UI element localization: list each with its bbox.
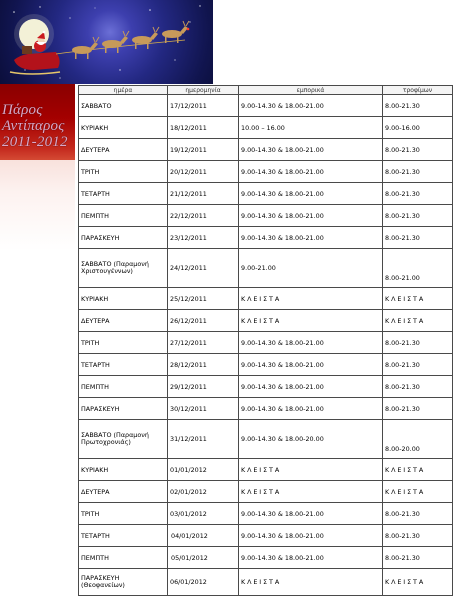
cell-food-hours: ΚΛΕΙΣΤΑ xyxy=(383,288,453,310)
table-row xyxy=(79,183,453,205)
table-row xyxy=(79,288,453,310)
cell-commercial-hours: ΚΛΕΙΣΤΑ xyxy=(239,459,383,481)
cell-food-hours: 8.00-21.30 xyxy=(383,398,453,420)
cell-date: 03/01/2012 xyxy=(168,503,239,525)
cell-date: 04/01/2012 xyxy=(168,525,239,547)
cell-commercial-hours: 9.00-14.30 & 18.00-21.00 xyxy=(239,183,383,205)
santa-sleigh-icon xyxy=(0,0,213,84)
cell-food-hours: 8.00-21.30 xyxy=(383,547,453,569)
table-row xyxy=(79,569,453,596)
cell-day: ΤΕΤΑΡΤΗ xyxy=(79,354,168,376)
title-line-2: Αντίπαρος xyxy=(2,118,65,134)
page-title xyxy=(2,102,75,150)
reindeer-icon xyxy=(72,21,189,59)
table-row xyxy=(79,481,453,503)
table-row xyxy=(79,139,453,161)
table-row xyxy=(79,420,453,459)
cell-commercial-hours: 9.00-14.30 & 18.00-21.00 xyxy=(239,354,383,376)
cell-day: ΚΥΡΙΑΚΗ xyxy=(79,117,168,139)
cell-day: ΠΑΡΑΣΚΕΥΗ xyxy=(79,227,168,249)
cell-commercial-hours: 9.00-14.30 & 18.00-21.00 xyxy=(239,161,383,183)
cell-commercial-hours: 9.00-14.30 & 18.00-21.00 xyxy=(239,332,383,354)
cell-date: 05/01/2012 xyxy=(168,547,239,569)
column-header-food: τροφίμων xyxy=(383,86,453,95)
table-row xyxy=(79,459,453,481)
decorative-fade xyxy=(0,160,75,290)
cell-date: 23/12/2011 xyxy=(168,227,239,249)
cell-day: ΔΕΥΤΕΡΑ xyxy=(79,139,168,161)
table-row xyxy=(79,547,453,569)
cell-commercial-hours: 9.00-14.30 & 18.00-21.00 xyxy=(239,525,383,547)
cell-day: ΣΑΒΒΑΤΟ (Παραμονή Χριστουγέννων) xyxy=(79,249,168,288)
table-header-row xyxy=(79,86,453,95)
cell-food-hours: 8.00-21.30 xyxy=(383,95,453,117)
title-line-3: 2011-2012 xyxy=(2,134,68,150)
cell-day: ΤΡΙΤΗ xyxy=(79,161,168,183)
cell-day: ΣΑΒΒΑΤΟ xyxy=(79,95,168,117)
table-row xyxy=(79,525,453,547)
cell-commercial-hours: ΚΛΕΙΣΤΑ xyxy=(239,569,383,596)
cell-day: ΣΑΒΒΑΤΟ (Παραμονή Πρωτοχρονιάς) xyxy=(79,420,168,459)
cell-day: ΠΕΜΠΤΗ xyxy=(79,205,168,227)
cell-date: 01/01/2012 xyxy=(168,459,239,481)
column-header-day: ημέρα xyxy=(79,86,168,95)
cell-food-hours: 8.00-21.30 xyxy=(383,376,453,398)
cell-food-hours: 8.00-21.30 xyxy=(383,205,453,227)
table-row xyxy=(79,205,453,227)
cell-commercial-hours: 9.00-14.30 & 18.00-21.00 xyxy=(239,139,383,161)
table-row xyxy=(79,117,453,139)
cell-food-hours: ΚΛΕΙΣΤΑ xyxy=(383,310,453,332)
cell-date: 18/12/2011 xyxy=(168,117,239,139)
cell-commercial-hours: 9.00-14.30 & 18.00-21.00 xyxy=(239,227,383,249)
cell-commercial-hours: 9.00-14.30 & 18.00-21.00 xyxy=(239,95,383,117)
cell-day: ΤΡΙΤΗ xyxy=(79,503,168,525)
cell-food-hours: 8.00-21.30 xyxy=(383,332,453,354)
cell-food-hours: 8.00-21.30 xyxy=(383,139,453,161)
cell-day: ΠΕΜΠΤΗ xyxy=(79,376,168,398)
cell-date: 19/12/2011 xyxy=(168,139,239,161)
christmas-banner xyxy=(0,0,213,84)
cell-day: ΤΡΙΤΗ xyxy=(79,332,168,354)
cell-date: 20/12/2011 xyxy=(168,161,239,183)
cell-day: ΠΑΡΑΣΚΕΥΗ xyxy=(79,398,168,420)
cell-date: 06/01/2012 xyxy=(168,569,239,596)
cell-day: ΠΑΡΑΣΚΕΥΗ (Θεοφανείων) xyxy=(79,569,168,596)
cell-food-hours: 8.00-21.30 xyxy=(383,525,453,547)
title-strip xyxy=(0,84,75,160)
table-row xyxy=(79,310,453,332)
cell-date: 28/12/2011 xyxy=(168,354,239,376)
table-row xyxy=(79,249,453,288)
cell-date: 25/12/2011 xyxy=(168,288,239,310)
cell-commercial-hours: ΚΛΕΙΣΤΑ xyxy=(239,288,383,310)
cell-day: ΚΥΡΙΑΚΗ xyxy=(79,288,168,310)
column-header-commercial: εμπορικά xyxy=(239,86,383,95)
cell-day: ΚΥΡΙΑΚΗ xyxy=(79,459,168,481)
table-row xyxy=(79,227,453,249)
table-body xyxy=(79,95,453,596)
cell-commercial-hours: 10.00 – 16.00 xyxy=(239,117,383,139)
cell-day: ΠΕΜΠΤΗ xyxy=(79,547,168,569)
cell-commercial-hours: 9.00-14.30 & 18.00-20.00 xyxy=(239,420,383,459)
table-row xyxy=(79,332,453,354)
cell-commercial-hours: 9.00-14.30 & 18.00-21.00 xyxy=(239,376,383,398)
cell-date: 17/12/2011 xyxy=(168,95,239,117)
cell-food-hours: 8.00-20.00 xyxy=(383,420,453,459)
cell-food-hours: 8.00-21.30 xyxy=(383,183,453,205)
cell-commercial-hours: 9.00-14.30 & 18.00-21.00 xyxy=(239,398,383,420)
cell-food-hours: 8.00-21.30 xyxy=(383,354,453,376)
title-line-1: Πάρος xyxy=(2,102,43,118)
cell-day: ΤΕΤΑΡΤΗ xyxy=(79,525,168,547)
cell-date: 24/12/2011 xyxy=(168,249,239,288)
cell-food-hours: ΚΛΕΙΣΤΑ xyxy=(383,569,453,596)
table-row xyxy=(79,95,453,117)
cell-food-hours: ΚΛΕΙΣΤΑ xyxy=(383,459,453,481)
cell-food-hours: 9.00-16.00 xyxy=(383,117,453,139)
cell-commercial-hours: ΚΛΕΙΣΤΑ xyxy=(239,481,383,503)
cell-date: 22/12/2011 xyxy=(168,205,239,227)
table-row xyxy=(79,376,453,398)
table-row xyxy=(79,398,453,420)
cell-food-hours: 8.00-21.00 xyxy=(383,249,453,288)
table-row xyxy=(79,161,453,183)
cell-date: 21/12/2011 xyxy=(168,183,239,205)
table-row xyxy=(79,354,453,376)
table-row xyxy=(79,503,453,525)
cell-date: 27/12/2011 xyxy=(168,332,239,354)
cell-date: 26/12/2011 xyxy=(168,310,239,332)
cell-date: 29/12/2011 xyxy=(168,376,239,398)
cell-commercial-hours: 9.00-14.30 & 18.00-21.00 xyxy=(239,547,383,569)
column-header-date: ημερομηνία xyxy=(168,86,239,95)
cell-commercial-hours: 9.00-14.30 & 18.00-21.00 xyxy=(239,503,383,525)
cell-food-hours: 8.00-21.30 xyxy=(383,227,453,249)
cell-commercial-hours: 9.00-21.00 xyxy=(239,249,383,288)
cell-day: ΔΕΥΤΕΡΑ xyxy=(79,481,168,503)
cell-food-hours: 8.00-21.30 xyxy=(383,503,453,525)
cell-food-hours: ΚΛΕΙΣΤΑ xyxy=(383,481,453,503)
cell-date: 31/12/2011 xyxy=(168,420,239,459)
cell-date: 02/01/2012 xyxy=(168,481,239,503)
store-hours-table xyxy=(78,85,453,596)
cell-food-hours: 8.00-21.30 xyxy=(383,161,453,183)
cell-commercial-hours: 9.00-14.30 & 18.00-21.00 xyxy=(239,205,383,227)
cell-day: ΔΕΥΤΕΡΑ xyxy=(79,310,168,332)
cell-day: ΤΕΤΑΡΤΗ xyxy=(79,183,168,205)
cell-date: 30/12/2011 xyxy=(168,398,239,420)
cell-commercial-hours: ΚΛΕΙΣΤΑ xyxy=(239,310,383,332)
